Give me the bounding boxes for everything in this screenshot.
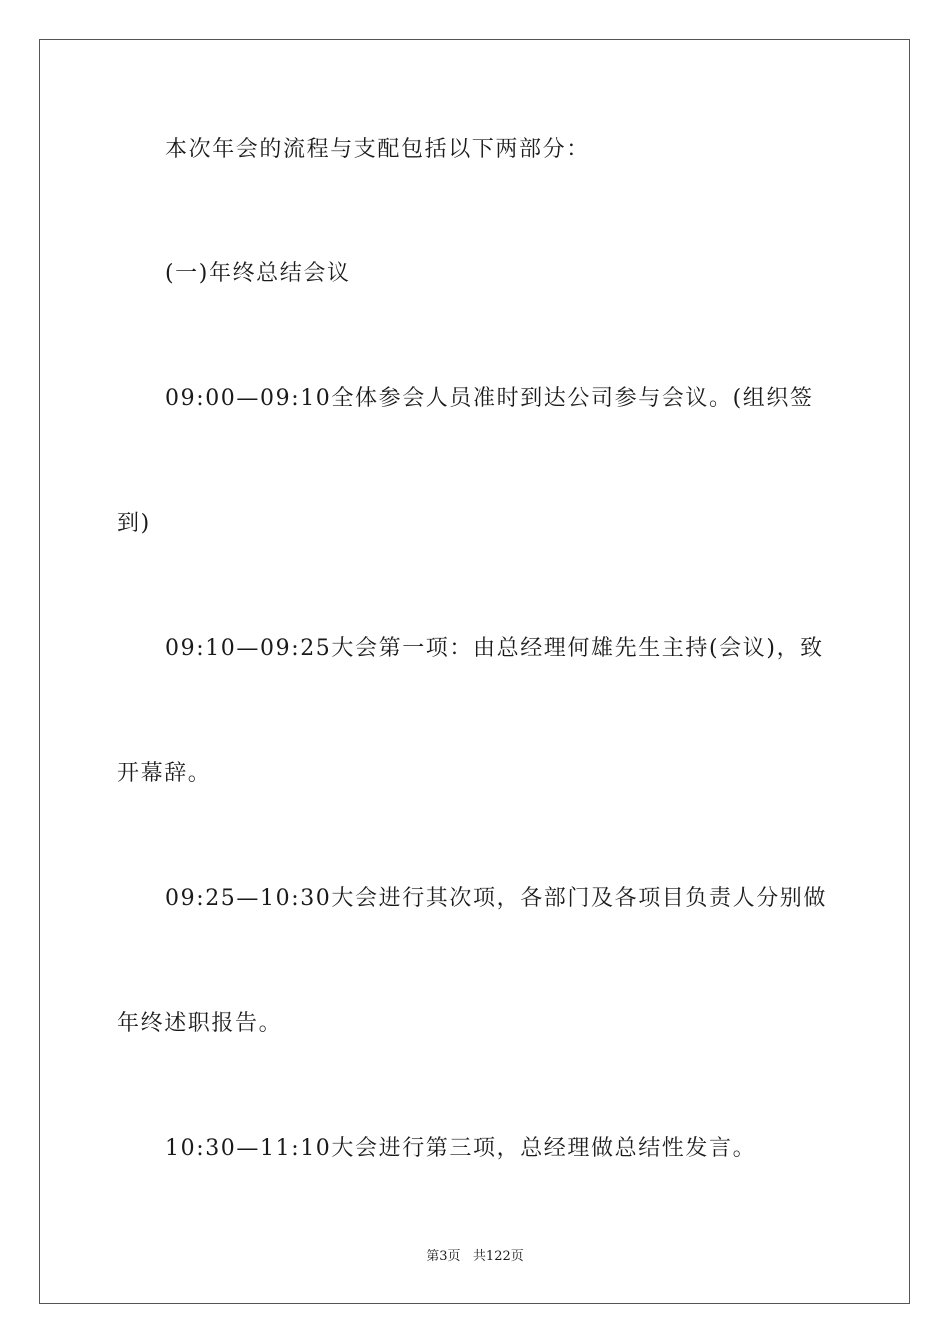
page-number: 第3页 xyxy=(426,1249,461,1264)
schedule-item-4: 10:30—11:10大会进行第三项，总经理做总结性发言。 xyxy=(165,1136,757,1161)
schedule-item-1-line-1: 09:00—09:10全体参会人员准时到达公司参与会议。(组织签 xyxy=(165,386,814,411)
page-border xyxy=(39,39,910,1304)
schedule-item-3-line-2: 年终述职报告。 xyxy=(117,1011,283,1036)
section-heading: (一)年终总结会议 xyxy=(165,261,351,286)
page-total: 共122页 xyxy=(472,1249,524,1264)
schedule-item-2-line-1: 09:10—09:25大会第一项：由总经理何雄先生主持(会议)，致 xyxy=(165,636,824,661)
schedule-item-3-line-1: 09:25—10:30大会进行其次项，各部门及各项目负责人分别做 xyxy=(165,886,828,911)
page-footer xyxy=(0,1248,950,1266)
schedule-item-1-line-2: 到) xyxy=(117,511,151,536)
schedule-item-2-line-2: 开幕辞。 xyxy=(117,761,212,786)
paragraph-intro: 本次年会的流程与支配包括以下两部分： xyxy=(165,137,590,162)
